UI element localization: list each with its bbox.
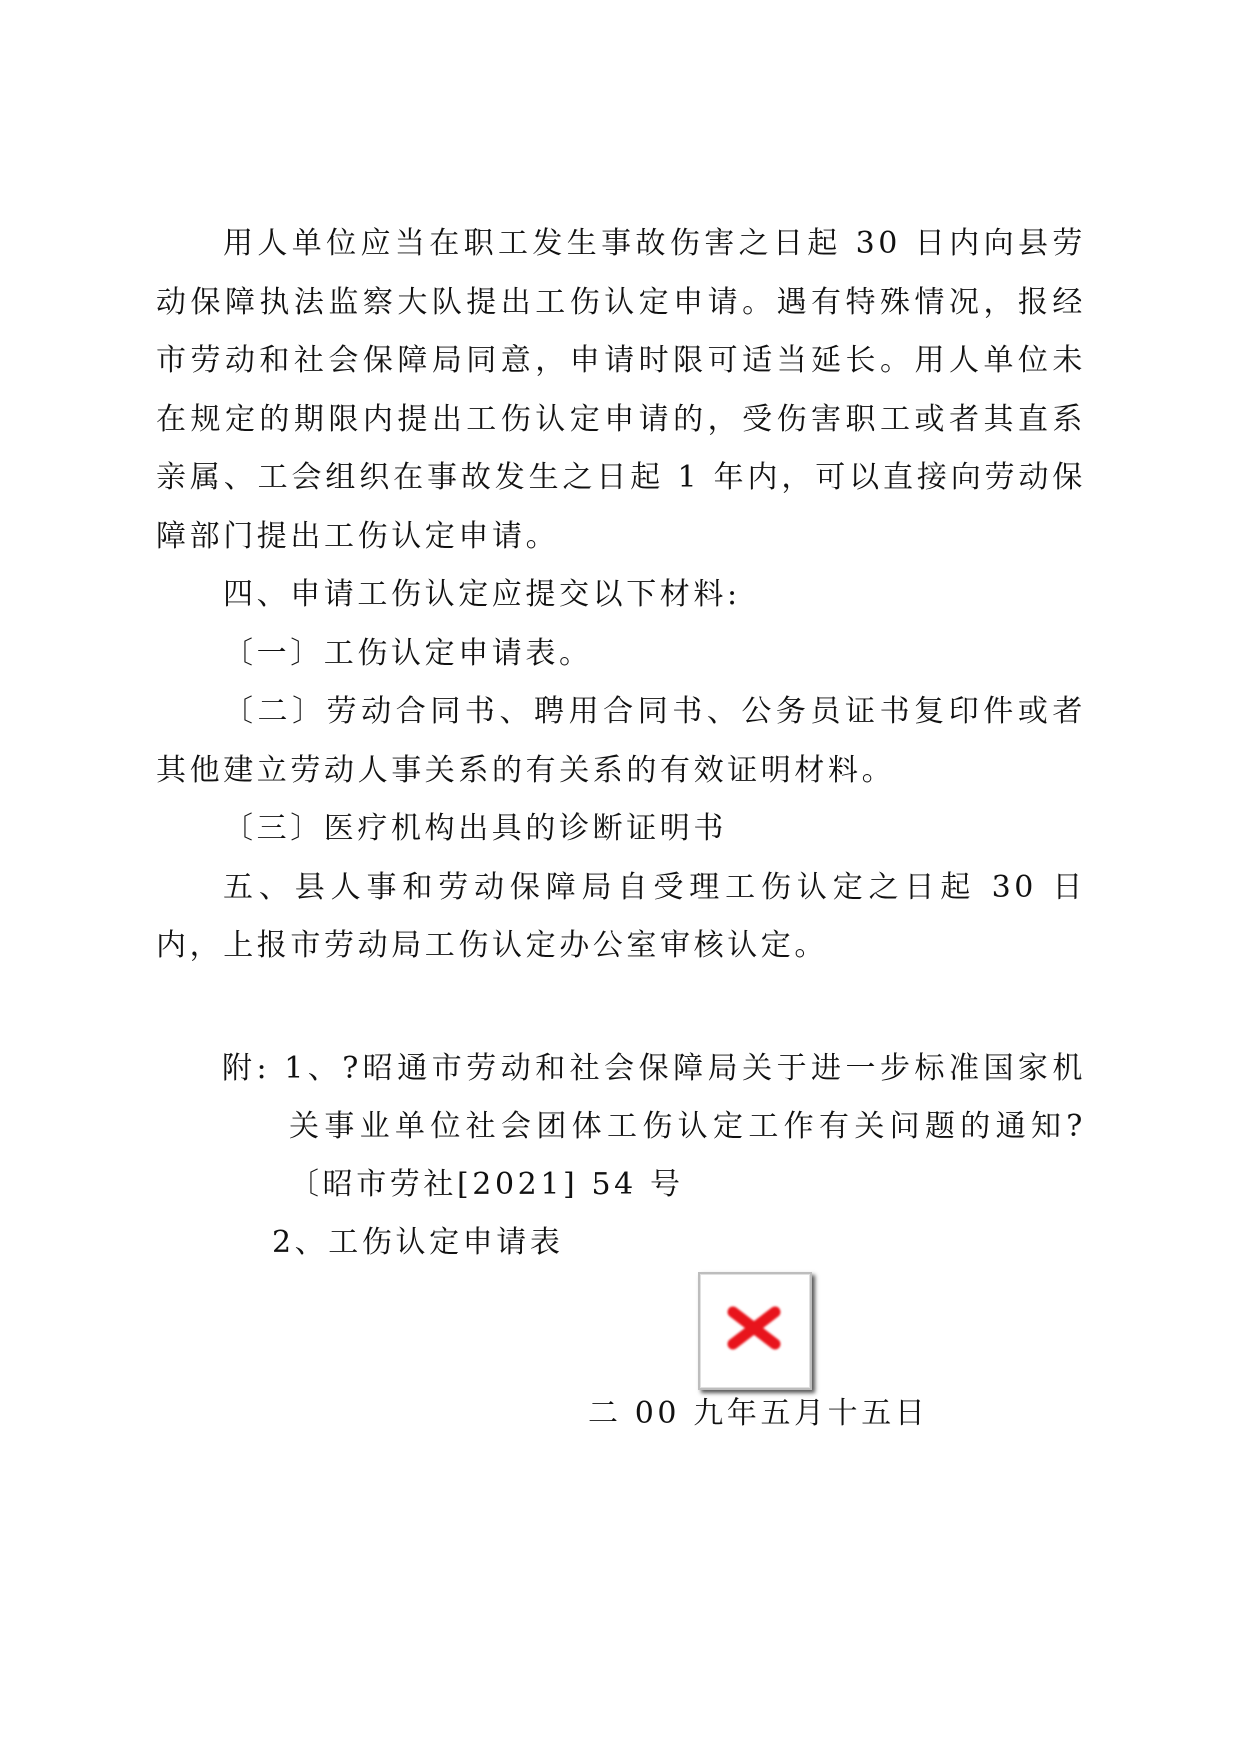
attachment-item-2: 2、工伤认定申请表 <box>272 1225 564 1260</box>
broken-image-icon <box>727 1306 781 1350</box>
paragraph-item-two: 〔二〕劳动合同书、聘用合同书、公务员证书复印件或者其他建立劳动人事关系的有关系的有效证明材料。 <box>156 694 1086 788</box>
document-date: 二 00 九年五月十五日 <box>588 1396 929 1431</box>
paragraph-filing-deadline: 用人单位应当在职工发生事故伤害之日起 30 日内向县劳动保障执法监察大队提出工伤认定申请。遇有特殊情况，报经市劳动和社会保障局同意，申请时限可适当延长。用人单位未在规定的期限内提出工伤认定申请的，受伤害职工或者其直系亲属、工会组织在事故发生之日起 1 年内，可以直接向劳动保障部门提出工伤认定申请。 <box>156 226 1086 554</box>
paragraph-item-one: 〔一〕工伤认定申请表。 <box>223 635 593 671</box>
paragraph-section-four-heading: 四、申请工伤认定应提交以下材料: <box>223 577 741 612</box>
paragraph-section-five: 五、县人事和劳动保障局自受理工伤认定之日起 30 日内，上报市劳动局工伤认定办公室审核认定。 <box>156 869 1086 963</box>
attachment-item-1: 附: 1、?昭通市劳动和社会保障局关于进一步标准国家机关事业单位社会团体工伤认定工作有关问题的通知?〔昭市劳社[2021] 54 号 <box>222 1051 1086 1202</box>
attachments-section <box>156 1040 1086 1272</box>
document-body <box>156 215 1086 976</box>
paragraph-item-three: 〔三〕医疗机构出具的诊断证明书 <box>223 811 727 846</box>
broken-image-placeholder <box>698 1272 812 1390</box>
